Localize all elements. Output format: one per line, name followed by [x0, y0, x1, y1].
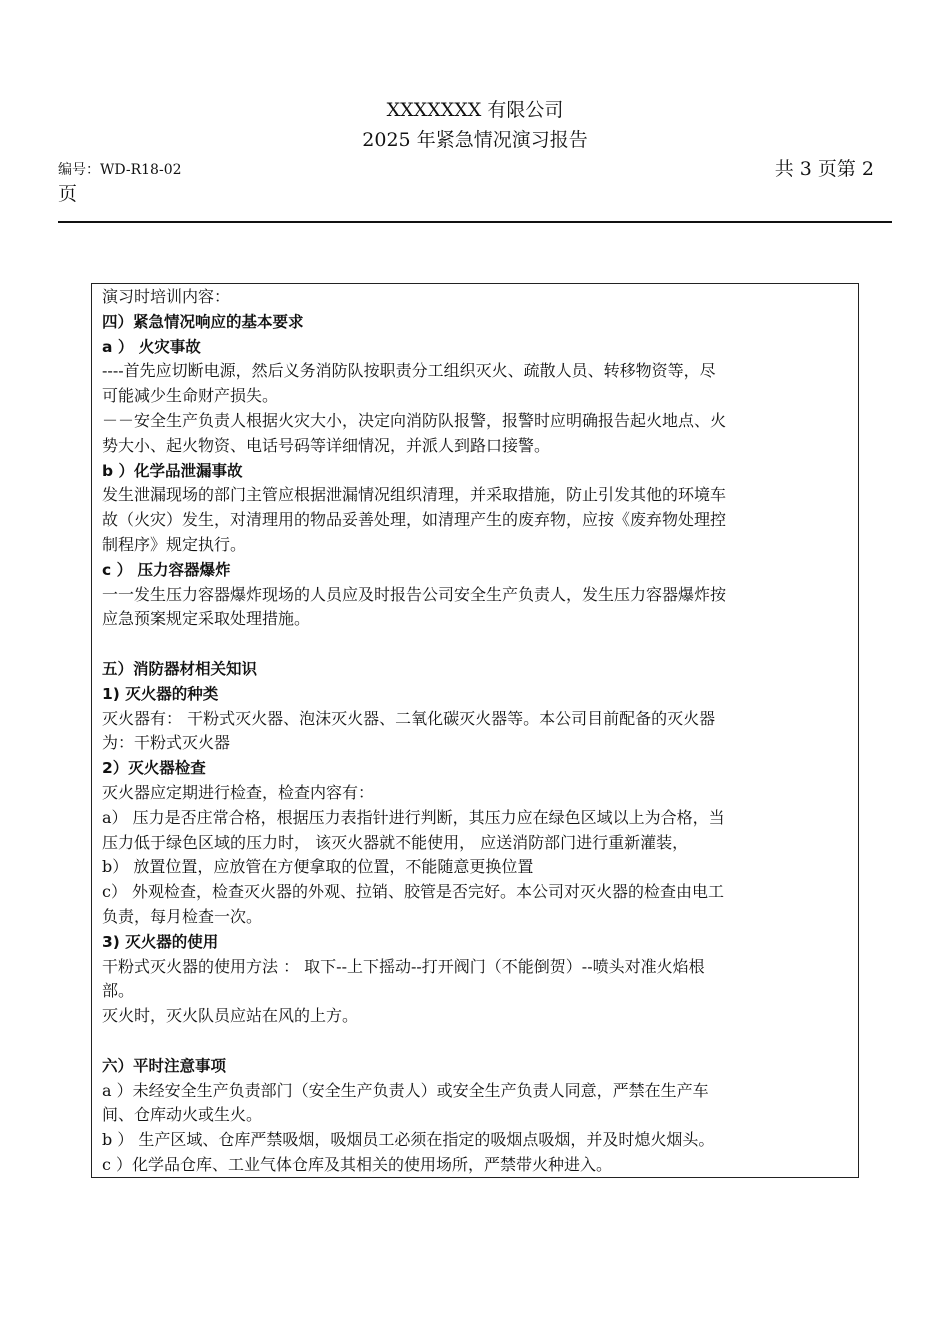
paragraph-line: 故（火灾）发生，对清理用的物品妥善处理，如清理产生的废弃物，应按《废弃物处理控	[102, 510, 727, 530]
paragraph-line: 为：干粉式灭火器	[102, 733, 231, 753]
section4-a-heading: a ） 火灾事故	[102, 337, 201, 356]
page-info: 共 3 页第 2	[774, 158, 874, 180]
blank-line	[102, 632, 848, 657]
paragraph-line: 灭火器有： 干粉式灭火器、泡沫灭火器、二氧化碳灭火器等。本公司目前配备的灭火器	[102, 708, 716, 728]
section5-heading: 五）消防器材相关知识	[102, 659, 258, 678]
section4-heading: 四）紧急情况响应的基本要求	[102, 312, 304, 331]
section4-c-heading: c ） 压力容器爆炸	[102, 560, 231, 579]
section5-sub1-heading: 1) 灭火器的种类	[102, 684, 219, 703]
paragraph-line: 干粉式灭火器的使用方法 ： 取下--上下摇动--打开阀门（不能倒贺）--喷头对准火焰根	[102, 956, 705, 976]
paragraph-line: c） 外观检查，检查灭火器的外观、拉销、胶管是否完好。本公司对灭火器的检查由电工	[102, 882, 725, 902]
paragraph-line: 部。	[102, 981, 135, 1001]
company-name: XXXXXXX 有限公司	[386, 99, 564, 121]
section6-heading: 六）平时注意事项	[102, 1056, 227, 1075]
content-box	[91, 283, 859, 1178]
paragraph-line: －－安全生产负责人根据火灾大小，决定向消防队报警，报警时应明确报告起火地点、火	[102, 410, 727, 430]
section5-sub2-heading: 2）灭火器检查	[102, 759, 206, 778]
paragraph-line: 间、仓库动火或生火。	[102, 1105, 263, 1125]
paragraph-line: 发生泄漏现场的部门主管应根据泄漏情况组织清理，并采取措施，防止引发其他的环境车	[102, 485, 727, 505]
paragraph-line: ----首先应切断电源，然后义务消防队按职责分工组织灭火、疏散人员、转移物资等，尽	[102, 361, 716, 381]
paragraph-line: b ） 生产区域、仓库严禁吸烟，吸烟员工必须在指定的吸烟点吸烟，并及时熄火烟头。	[102, 1130, 715, 1150]
paragraph-line: 负责，每月检查一次。	[102, 906, 263, 926]
paragraph-line: a ）未经安全生产负责部门（安全生产负责人）或安全生产负责人同意，严禁在生产车	[102, 1080, 709, 1100]
paragraph-line: 制程序》规定执行。	[102, 534, 247, 554]
paragraph-line: 压力低于绿色区域的压力时， 该灭火器就不能使用， 应送消防部门进行重新灌装，	[102, 832, 689, 852]
header-divider	[58, 221, 892, 223]
paragraph-line: 应急预案规定采取处理措施。	[102, 609, 311, 629]
intro-text: 演习时培训内容：	[102, 287, 231, 306]
paragraph-line: 势大小、起火物资、电话号码等详细情况，并派人到路口接警。	[102, 435, 551, 455]
paragraph-line: a） 压力是否庄常合格，根据压力表指针进行判断，其压力应在绿色区域以上为合格，当	[102, 807, 725, 827]
paragraph-line: 灭火器应定期进行检查，检查内容有：	[102, 782, 375, 802]
page-info-wrap: 页	[58, 183, 78, 205]
section5-sub3-heading: 3) 灭火器的使用	[102, 932, 219, 951]
section4-b-heading: b ）化学品泄漏事故	[102, 461, 243, 480]
paragraph-line: 一一发生压力容器爆炸现场的人员应及时报告公司安全生产负责人，发生压力容器爆炸按	[102, 584, 727, 604]
paragraph-line: 可能减少生命财产损失。	[102, 386, 279, 406]
paragraph-line: c ）化学品仓库、工业气体仓库及其相关的使用场所，严禁带火种进入。	[102, 1154, 613, 1174]
blank-line	[102, 1029, 848, 1054]
report-title: 2025 年紧急情况演习报告	[362, 129, 588, 151]
paragraph-line: b） 放置位置，应放管在方便拿取的位置，不能随意更换位置	[102, 857, 534, 877]
paragraph-line: 灭火时，灭火队员应站在风的上方。	[102, 1006, 359, 1026]
document-number: 编号：WD-R18-02	[58, 162, 182, 178]
